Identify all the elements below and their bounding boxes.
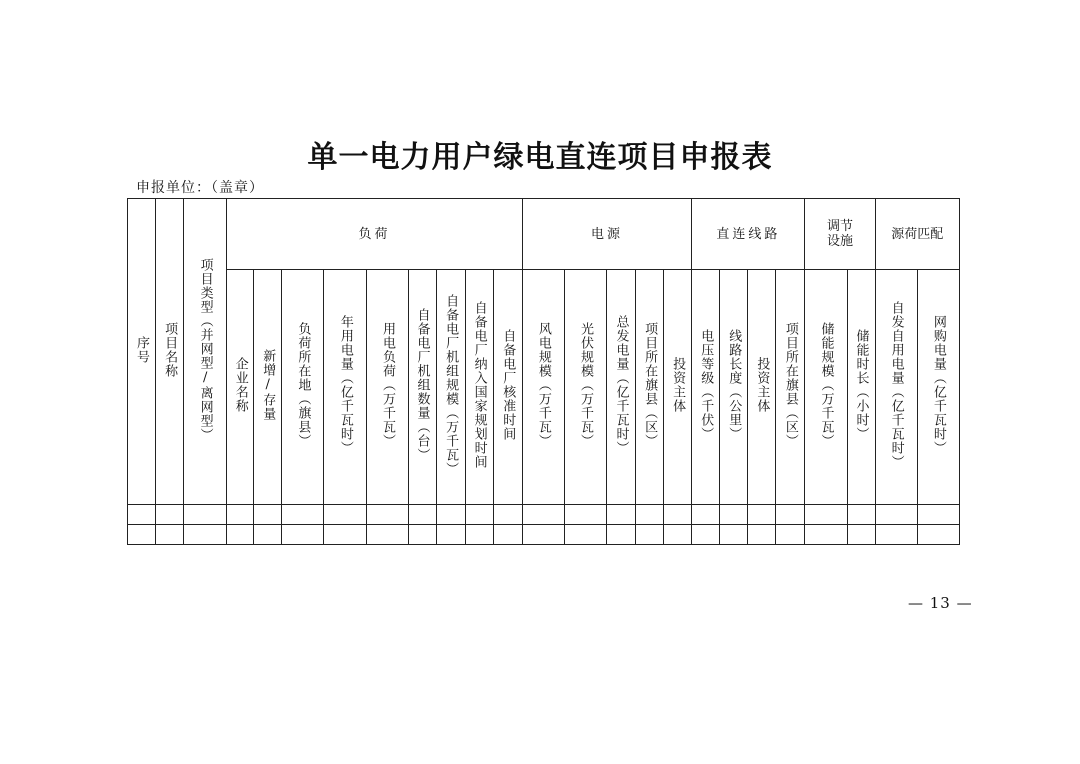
col-self-unit-scale: 自备电厂机组规模（万千瓦）: [436, 270, 465, 505]
col-line-location: 项目所在旗县（区）: [776, 270, 805, 505]
reporting-unit-label: 申报单位：（盖章）: [136, 180, 264, 196]
col-line-investor: 投资主体: [748, 270, 776, 505]
page-number: — 13 —: [908, 594, 973, 612]
col-load-location: 负荷所在地（旗县）: [282, 270, 324, 505]
group-storage: 调节设施: [805, 199, 875, 270]
col-power-location: 项目所在旗县（区）: [636, 270, 664, 505]
col-total-generation: 总发电量（亿千瓦时）: [607, 270, 636, 505]
col-storage-duration: 储能时长（小时）: [847, 270, 875, 505]
table-row: [128, 505, 960, 525]
col-power-investor: 投资主体: [664, 270, 692, 505]
col-self-approval-time: 自备电厂核准时间: [493, 270, 522, 505]
col-storage-scale: 储能规模（万千瓦）: [805, 270, 847, 505]
col-self-use: 自发自用电量（亿千瓦时）: [875, 270, 917, 505]
col-load-power: 用电负荷（万千瓦）: [367, 270, 408, 505]
col-self-plan-time: 自备电厂纳入国家规划时间: [465, 270, 493, 505]
group-load: 负荷: [227, 199, 523, 270]
col-pv-scale: 光伏规模（万千瓦）: [564, 270, 606, 505]
col-project-type: 项目类型（并网型/离网型）: [184, 199, 227, 505]
group-power: 电源: [522, 199, 691, 270]
col-wind-scale: 风电规模（万千瓦）: [522, 270, 564, 505]
col-company-name: 企业名称: [227, 270, 254, 505]
page-title: 单一电力用户绿电直连项目申报表: [307, 140, 773, 175]
col-voltage-level: 电压等级（千伏）: [692, 270, 720, 505]
col-self-unit-count: 自备电厂机组数量（台）: [408, 270, 436, 505]
col-new-existing: 新增/存量: [254, 270, 282, 505]
col-annual-consumption: 年用电量（亿千瓦时）: [324, 270, 367, 505]
table-row: [128, 525, 960, 545]
group-match: 源荷匹配: [875, 199, 959, 270]
col-line-length: 线路长度（公里）: [720, 270, 748, 505]
col-seq: 序号: [128, 199, 156, 505]
report-table: [127, 198, 960, 545]
group-line: 直连线路: [692, 199, 805, 270]
col-project-name: 项目名称: [156, 199, 184, 505]
col-grid-purchase: 网购电量（亿千瓦时）: [917, 270, 959, 505]
